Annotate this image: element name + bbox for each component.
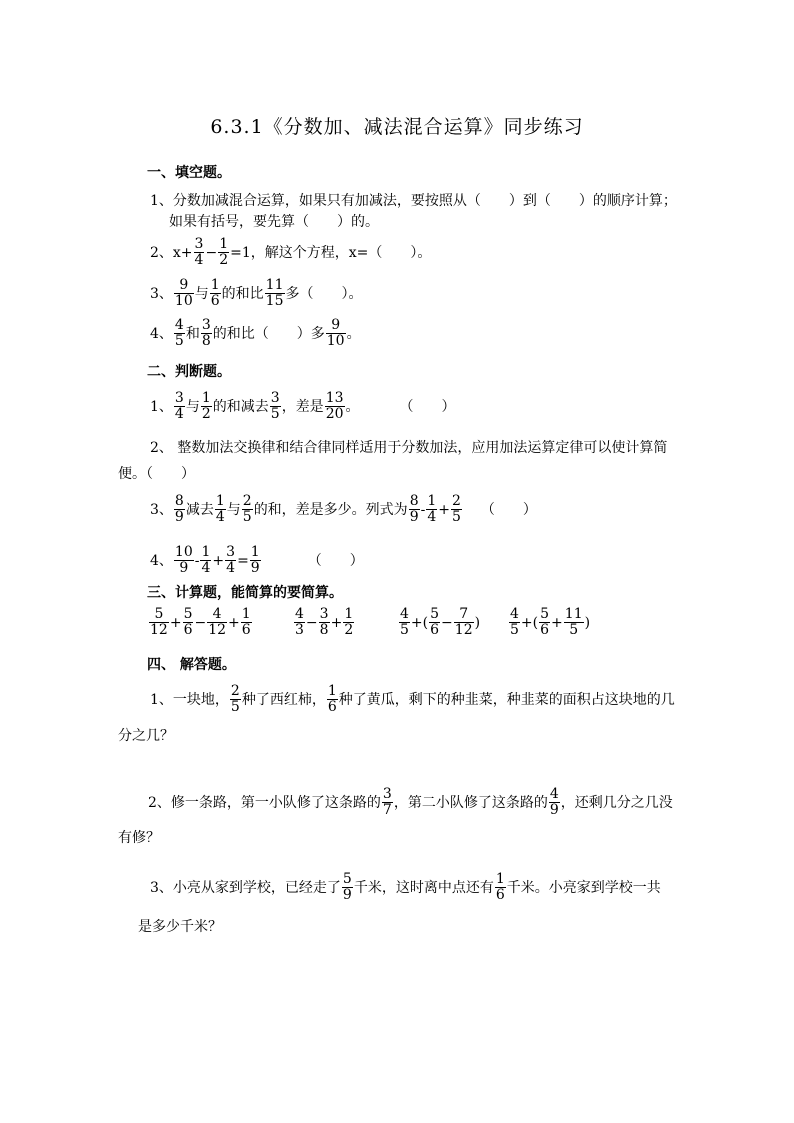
operator: - <box>420 501 426 518</box>
s1-q3 <box>150 278 363 309</box>
text: 的和比（ ）多 <box>212 325 325 342</box>
fraction: 1 4 <box>201 544 211 576</box>
operator: − <box>205 244 218 261</box>
text: 多（ ）。 <box>285 285 363 302</box>
text: ，还剩几分之几没 <box>560 794 673 811</box>
text: 与 <box>185 398 200 415</box>
fraction: $\frac{4}{12}$ <box>208 606 227 638</box>
answer-paren: （ ） <box>480 501 537 518</box>
fraction: 1 6 <box>327 683 337 715</box>
answer-paren: （ ） <box>307 552 364 569</box>
s3-expr-4 <box>508 607 590 638</box>
fraction: 4 5 <box>400 606 409 638</box>
section-1-heading: 一、填空题。 <box>147 165 231 181</box>
text: 的和减去 <box>212 398 269 415</box>
fraction: $\frac{3}{8}$ <box>319 606 329 638</box>
fraction: 10 9 <box>174 544 193 576</box>
fraction: 4 9 <box>549 786 559 818</box>
s4-q2-line2: 有修？ <box>118 830 160 846</box>
fraction: 11 15 <box>265 277 284 309</box>
operator: + <box>228 614 240 631</box>
fraction: 3 4 <box>174 390 184 422</box>
operator: − <box>441 614 453 631</box>
text: =1，解这个方程，x=（ ）。 <box>230 244 432 261</box>
fraction: 9 10 <box>326 317 345 349</box>
fraction: 1 4 <box>215 493 225 525</box>
text: 1、一块地， <box>150 691 229 708</box>
answer-paren: （ ） <box>399 398 456 415</box>
text: 的和，差是多少。列式为 <box>253 501 408 518</box>
text: 减去 <box>185 501 214 518</box>
text: 与 <box>226 501 241 518</box>
fraction: 9 10 <box>174 277 193 309</box>
operator: = <box>237 552 249 569</box>
text: 3、 <box>150 501 173 518</box>
section-3-heading: 三、计算题，能简算的要简算。 <box>147 585 343 601</box>
text: 和 <box>185 325 200 342</box>
s4-q1 <box>150 684 675 715</box>
text: 种了黄瓜，剩下的种韭菜，种韭菜的面积占这块地的几 <box>338 691 675 708</box>
fraction: 13 20 <box>325 390 344 422</box>
fraction: 3 7 <box>382 786 392 818</box>
s1-q1-line2: 如果有括号，要先算（ ）的。 <box>169 214 379 230</box>
operator: ) <box>584 614 591 631</box>
s4-q1-line2: 分之几？ <box>118 728 174 744</box>
operator: + <box>169 614 182 631</box>
page-title: 6.3.1《分数加、减法混合运算》同步练习 <box>210 116 584 138</box>
operator: ) <box>474 614 481 631</box>
fraction: 5 6 <box>430 606 440 638</box>
fraction: $\frac{5}{6}$ <box>183 606 193 638</box>
text: 。 <box>346 325 361 342</box>
fraction: 1 2 <box>201 390 211 422</box>
fraction: 4 3 <box>295 606 304 638</box>
fraction: 5 9 <box>342 871 352 903</box>
fraction: 4 5 <box>510 606 519 638</box>
s2-q3 <box>150 494 537 525</box>
fraction: $\frac{1}{2}$ <box>219 236 229 268</box>
fraction: 2 5 <box>242 493 252 525</box>
s1-q1-line1: 1、分数加减混合运算，如果只有加减法，要按照从（ ）到（ ）的顺序计算； <box>150 193 677 209</box>
text: 种了西红柿， <box>241 691 326 708</box>
fraction: 3 5 <box>270 390 280 422</box>
fraction: $\frac{1}{9}$ <box>250 544 260 576</box>
fraction: $\frac{3}{4}$ <box>194 236 204 268</box>
s3-expr-3 <box>398 607 480 638</box>
fraction: $\frac{2}{5}$ <box>452 493 461 525</box>
section-4-heading: 四、 解答题。 <box>147 657 236 673</box>
text: 2、修一条路，第一小队修了这条路的 <box>148 794 381 811</box>
text: 4、 <box>150 552 173 569</box>
fraction: 8 9 <box>409 493 419 525</box>
operator: − <box>194 614 207 631</box>
fraction: $\frac{1}{2}$ <box>344 606 354 638</box>
text: 与 <box>194 285 209 302</box>
s3-expr-1 <box>148 607 253 638</box>
fraction: 5 6 <box>540 606 550 638</box>
fraction: 5 12 <box>150 606 168 638</box>
operator: + <box>330 614 343 631</box>
text: 千米。小亮家到学校一共 <box>506 879 661 896</box>
text: 1、 <box>150 398 173 415</box>
fraction: $\frac{7}{12}$ <box>454 606 473 638</box>
fraction: $\frac{11}{5}$ <box>564 606 583 638</box>
text: 3、小亮从家到学校，已经走了 <box>150 879 341 896</box>
fraction: 1 4 <box>427 493 437 525</box>
text: ，差是 <box>281 398 324 415</box>
operator: + <box>438 501 450 518</box>
s2-q4 <box>150 545 364 576</box>
s3-expr-2 <box>293 607 355 638</box>
fraction: 2 5 <box>230 683 240 715</box>
s4-q3-line2: 是多少千米？ <box>138 919 222 935</box>
operator: + <box>551 614 563 631</box>
fraction: 1 6 <box>210 277 220 309</box>
operator: - <box>194 552 200 569</box>
s1-q4 <box>150 318 361 349</box>
fraction: 1 6 <box>495 871 505 903</box>
text: 2、x+ <box>150 244 193 261</box>
fraction: $\frac{3}{4}$ <box>226 544 236 576</box>
s4-q2 <box>148 787 673 818</box>
text: 4、 <box>150 325 173 342</box>
text: 的和比 <box>221 285 264 302</box>
fraction: 4 5 <box>174 317 184 349</box>
text: 千米，这时离中点还有 <box>353 879 494 896</box>
s4-q3 <box>150 872 661 903</box>
operator: +( <box>520 614 539 631</box>
fraction: 3 8 <box>201 317 211 349</box>
s2-q2-line1: 2、 整数加法交换律和结合律同样适用于分数加法，应用加法运算定律可以使计算简 <box>150 440 668 456</box>
fraction: $\frac{1}{6}$ <box>241 606 251 638</box>
s2-q2-line2: 便。（ ） <box>118 466 195 482</box>
section-2-heading: 二、判断题。 <box>147 364 231 380</box>
fraction: 8 9 <box>174 493 184 525</box>
s2-q1 <box>150 391 456 422</box>
operator: +( <box>410 614 429 631</box>
s1-q2 <box>150 237 431 268</box>
operator: − <box>305 614 318 631</box>
text: 。 <box>345 398 360 415</box>
text: 3、 <box>150 285 173 302</box>
operator: + <box>212 552 225 569</box>
text: ，第二小队修了这条路的 <box>393 794 548 811</box>
